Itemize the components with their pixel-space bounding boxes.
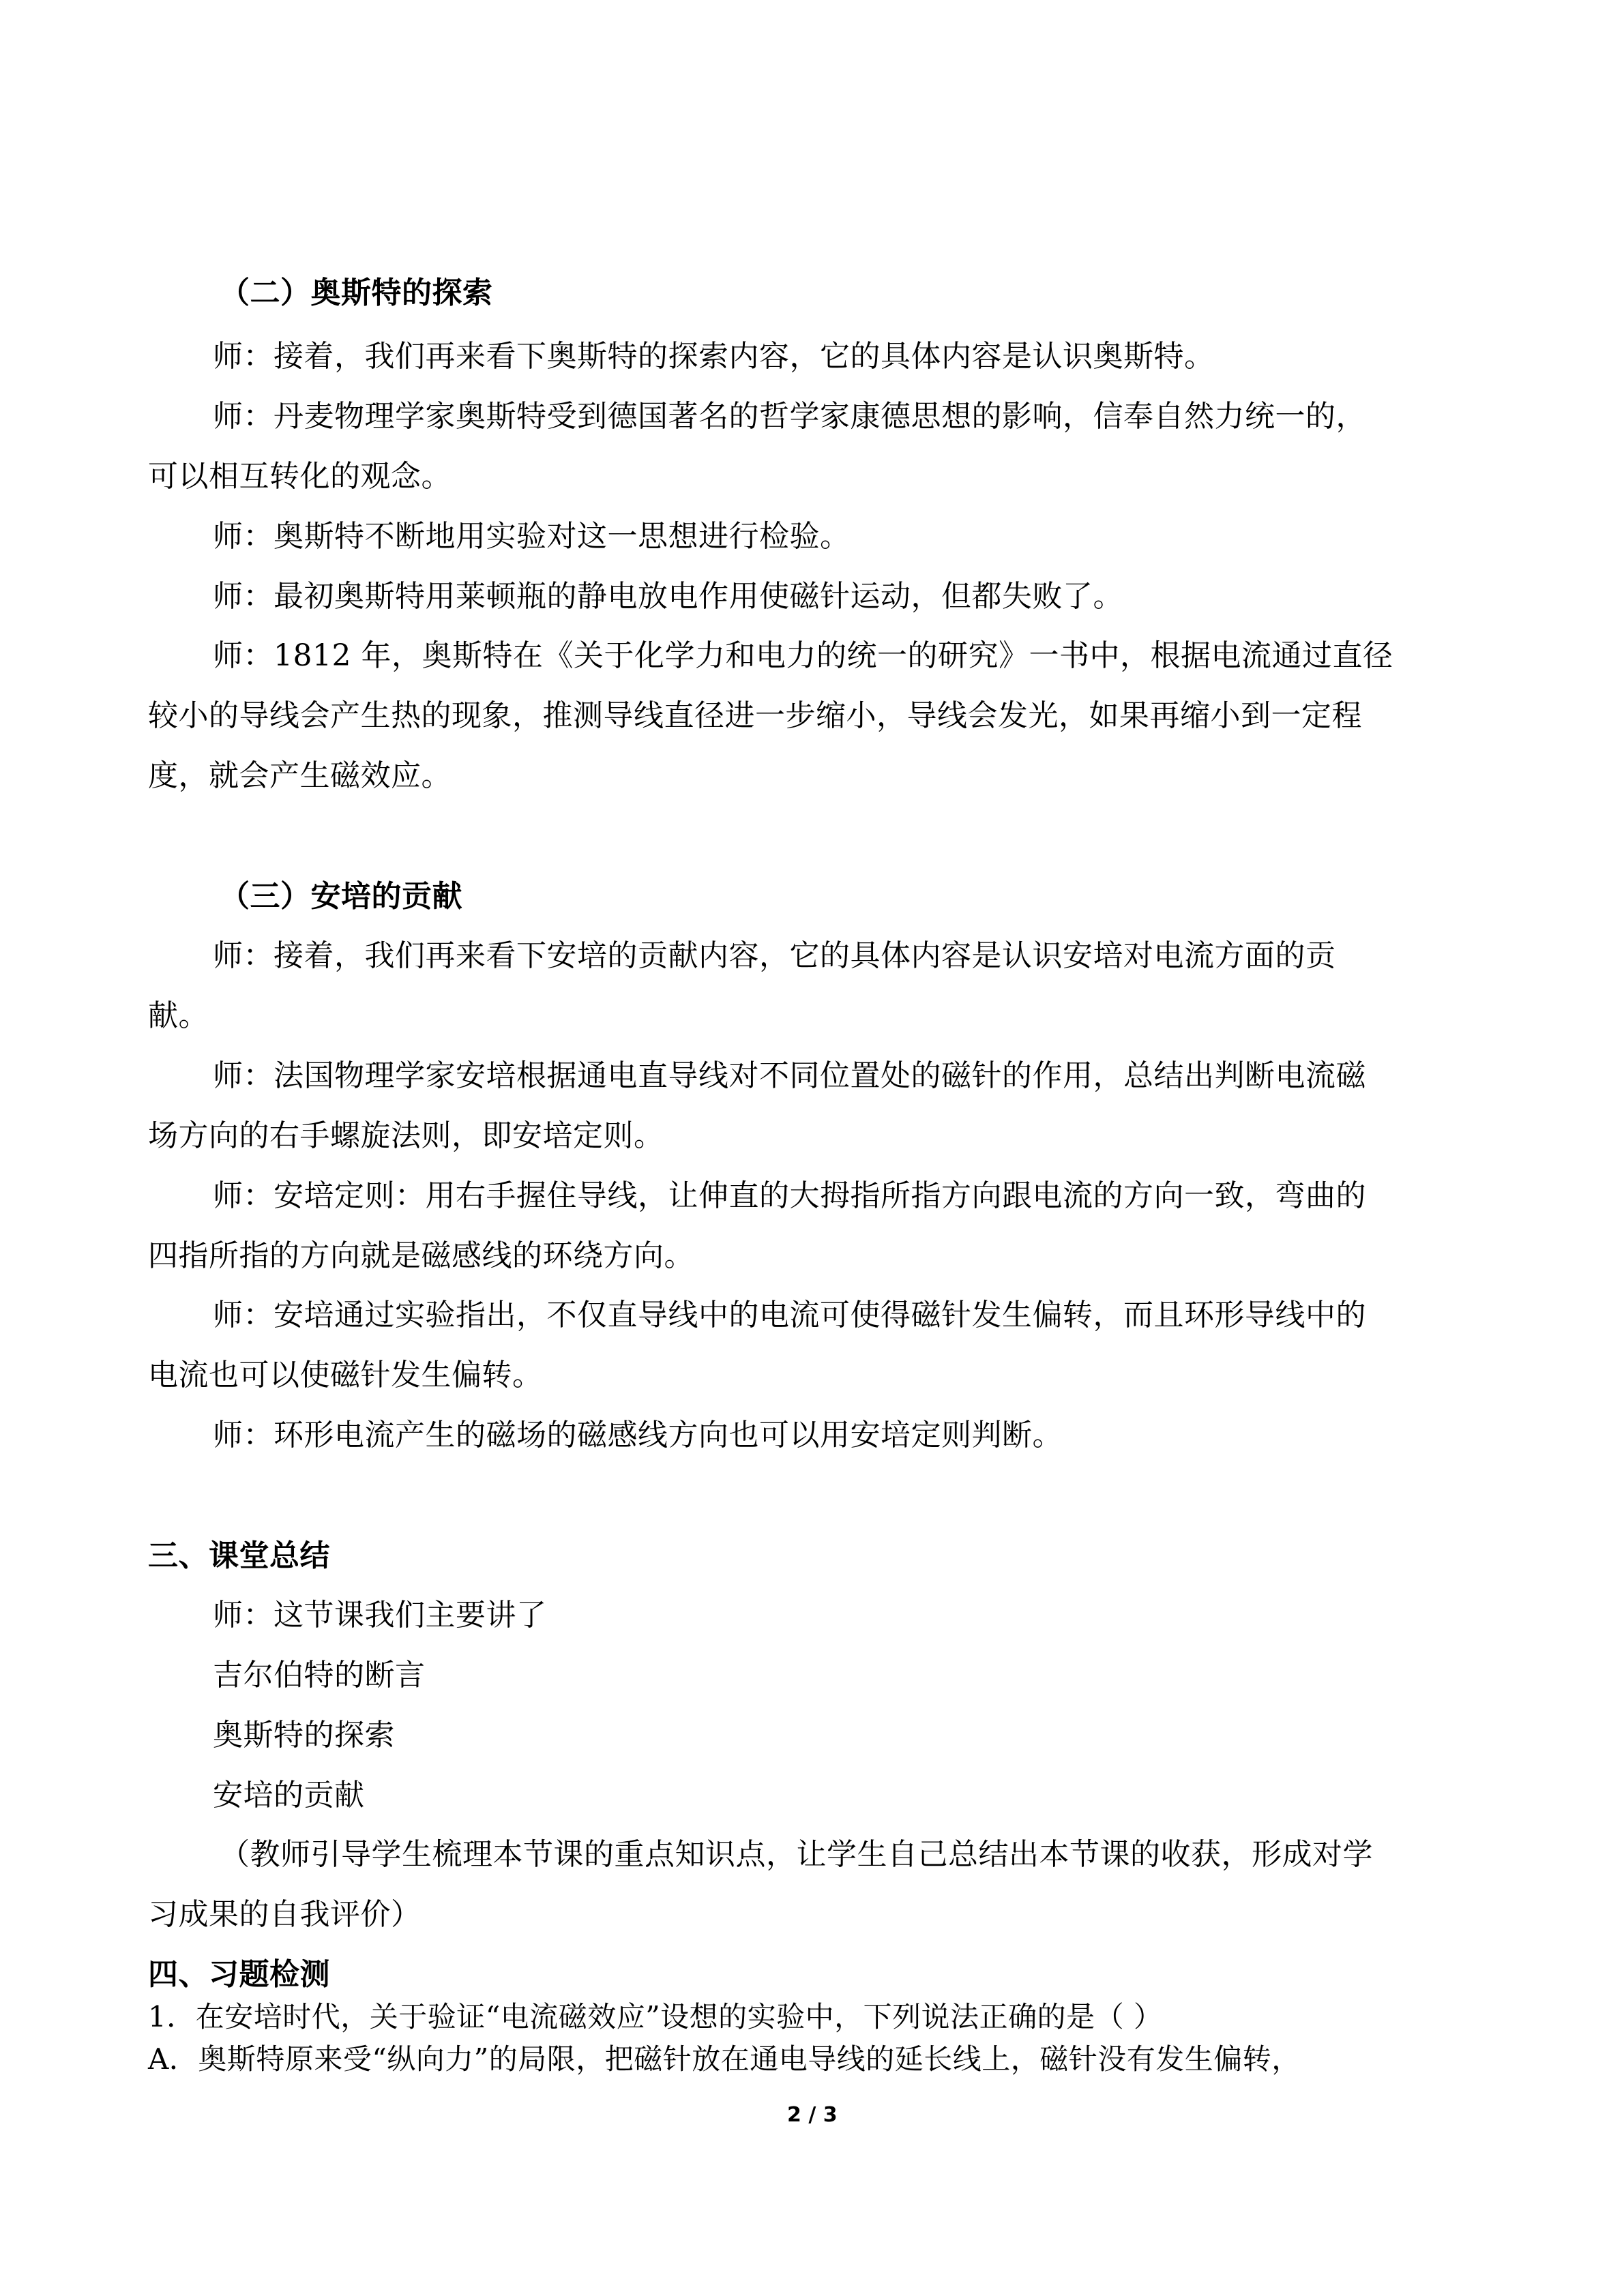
summary-list-item: 安培的贡献 — [213, 1778, 365, 1813]
paragraph-line: 师：丹麦物理学家奥斯特受到德国著名的哲学家康德思想的影响，信奉自然力统一的， — [213, 399, 1366, 434]
paragraph-line: 电流也可以使磁针发生偏转。 — [148, 1358, 543, 1392]
paragraph-line: 师：1812 年，奥斯特在《关于化学力和电力的统一的研究》一书中，根据电流通过直径 — [213, 638, 1393, 673]
paragraph-line: 习成果的自我评价） — [148, 1897, 422, 1932]
paragraph-line: 师：最初奥斯特用莱顿瓶的静电放电作用使磁针运动，但都失败了。 — [213, 579, 1123, 614]
paragraph-line: 师：环形电流产生的磁场的磁感线方向也可以用安培定则判断。 — [213, 1418, 1063, 1452]
section-heading-ampere: （三）安培的贡献 — [220, 879, 462, 914]
paragraph-line: 师：接着，我们再来看下安培的贡献内容，它的具体内容是认识安培对电流方面的贡 — [213, 938, 1336, 973]
paragraph-line: 师：安培定则：用右手握住导线，让伸直的大拇指所指方向跟电流的方向一致，弯曲的 — [213, 1178, 1366, 1213]
paragraph-line: 度，就会产生磁效应。 — [148, 758, 452, 793]
paragraph-line: 师：安培通过实验指出，不仅直导线中的电流可使得磁针发生偏转，而且环形导线中的 — [213, 1298, 1366, 1332]
paragraph-line: 较小的导线会产生热的现象，推测导线直径进一步缩小，导线会发光，如果再缩小到一定程 — [148, 698, 1362, 733]
page-number: 2 / 3 — [787, 2103, 838, 2127]
summary-list-item: 吉尔伯特的断言 — [213, 1658, 426, 1693]
paragraph-line: 四指所指的方向就是磁感线的环绕方向。 — [148, 1238, 694, 1273]
paragraph-line: 献。 — [148, 998, 209, 1033]
paragraph-line: 师：奥斯特不断地用实验对这一思想进行检验。 — [213, 519, 851, 554]
question-option: A．奥斯特原来受“纵向力”的局限，把磁针放在通电导线的延长线上，磁针没有发生偏转， — [148, 2042, 1301, 2076]
summary-list-item: 奥斯特的探索 — [213, 1718, 395, 1753]
paragraph-line: 师：接着，我们再来看下奥斯特的探索内容，它的具体内容是认识奥斯特。 — [213, 339, 1215, 374]
question-text: 1．在安培时代，关于验证“电流磁效应”设想的实验中，下列说法正确的是（ ） — [148, 2000, 1163, 2033]
section-heading-exercise: 四、习题检测 — [148, 1957, 330, 1992]
section-heading-oersted: （二）奥斯特的探索 — [220, 275, 493, 310]
paragraph-line: （教师引导学生梳理本节课的重点知识点，让学生自己总结出本节课的收获，形成对学 — [220, 1837, 1373, 1872]
paragraph-line: 场方向的右手螺旋法则，即安培定则。 — [148, 1118, 664, 1153]
section-heading-summary: 三、课堂总结 — [148, 1538, 330, 1573]
paragraph-line: 可以相互转化的观念。 — [148, 459, 452, 494]
paragraph-line: 师：这节课我们主要讲了 — [213, 1598, 547, 1632]
paragraph-line: 师：法国物理学家安培根据通电直导线对不同位置处的磁针的作用，总结出判断电流磁 — [213, 1058, 1366, 1093]
